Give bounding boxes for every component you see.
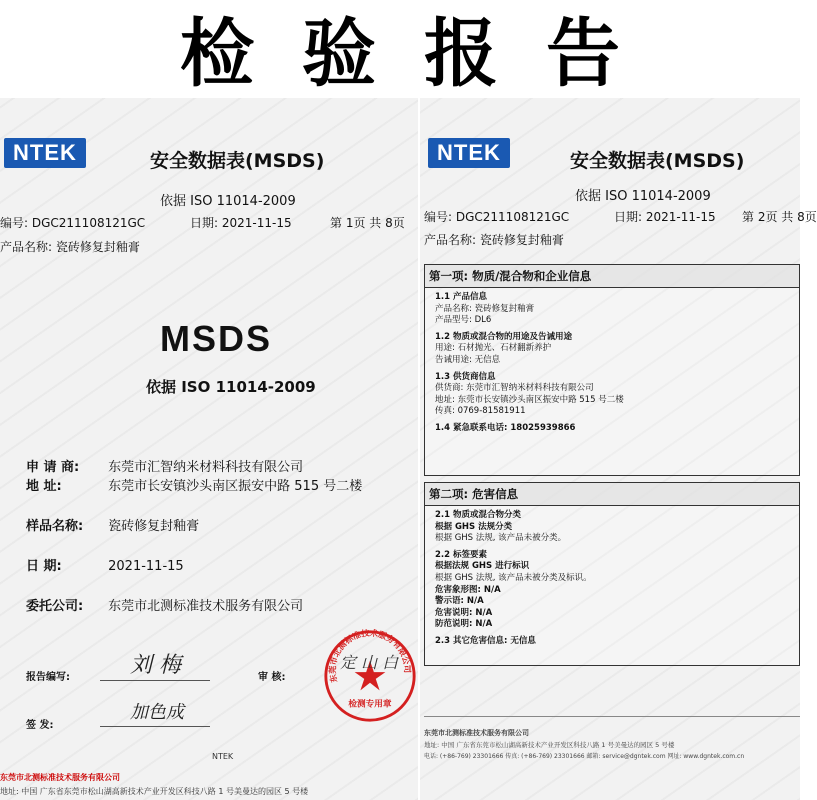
section-line: 危害说明: N/A bbox=[435, 607, 493, 618]
section-line: 2.1 物质或混合物分类 bbox=[435, 510, 522, 520]
section-line: 根据 GHS 法规, 该产品未被分类及标识。 bbox=[435, 572, 592, 583]
section-1-body bbox=[425, 288, 799, 439]
section-line: 用途: 石材抛光、石材翻新养护 bbox=[435, 343, 552, 354]
section-line: 地址: 东莞市长安镇沙头南区振安中路 515 号二楼 bbox=[435, 394, 624, 405]
section-line: 告诫用途: 无信息 bbox=[435, 354, 501, 365]
signer-signature: 加色成 bbox=[130, 702, 184, 723]
date-value: 2021-11-15 bbox=[108, 559, 184, 574]
section-line: 防范说明: N/A bbox=[435, 619, 493, 630]
standard-basis: 依据 ISO 11014-2009 bbox=[160, 194, 296, 209]
section-1-header: 第一项: 物质/混合物和企业信息 bbox=[425, 265, 799, 288]
section-line: 危害象形图: N/A bbox=[435, 584, 501, 595]
report-number: 编号: DGC211108121GC bbox=[424, 210, 570, 224]
address-row bbox=[26, 475, 362, 494]
reviewer-signature: 定 山 白 bbox=[340, 653, 399, 672]
signer-sign-line bbox=[100, 726, 210, 727]
cover-title: MSDS bbox=[160, 318, 273, 359]
product-name-line: 产品名称: 瓷砖修复封釉膏 bbox=[0, 240, 140, 254]
compiler-signature: 刘 梅 bbox=[130, 653, 181, 678]
footer-address: 地址: 中国 广东省东莞市松山湖高新技术产业开发区科技八路 1 号美曼达的园区 5 号楼 bbox=[424, 741, 675, 749]
footer-address: 地址: 中国 广东省东莞市松山湖高新技术产业开发区科技八路 1 号美曼达的园区 5 号楼 bbox=[0, 787, 309, 796]
applicant-value: 东莞市汇智纳米材料科技有限公司 bbox=[108, 460, 304, 475]
report-banner bbox=[0, 0, 800, 96]
footer-contact: 电话: (+86-769) 23301666 传真: (+86-769) 23301666 邮箱: service@dgntek.com 网址: www.dgntek.com.cn bbox=[424, 753, 745, 760]
footer-company: 东莞市北测标准技术服务有限公司 bbox=[0, 773, 120, 782]
section-line: 1.2 物质或混合物的用途及告诫用途 bbox=[435, 331, 573, 342]
section-1-box bbox=[424, 264, 800, 476]
section-line: 2.2 标签要素 bbox=[435, 549, 488, 560]
section-line: 产品型号: DL6 bbox=[435, 315, 492, 326]
section-2-body bbox=[425, 506, 799, 652]
sample-label: 样品名称: bbox=[26, 519, 84, 534]
doc-title: 安全数据表(MSDS) bbox=[150, 150, 325, 172]
product-name-line: 产品名称: 瓷砖修复封釉膏 bbox=[424, 233, 564, 247]
section-2-box bbox=[424, 482, 800, 666]
address-value: 东莞市长安镇沙头南区振安中路 515 号二楼 bbox=[108, 479, 363, 494]
cover-basis: 依据 ISO 11014-2009 bbox=[146, 378, 316, 396]
stamp-arc-text: 东莞市北测标准技术服务有限公司 bbox=[327, 628, 413, 684]
report-number: 编号: DGC211108121GC bbox=[0, 216, 146, 230]
page-indicator: 第 1页 共 8页 bbox=[330, 216, 405, 230]
compiler-label: 报告编写: bbox=[26, 672, 70, 683]
section-line: 2.3 其它危害信息: 无信息 bbox=[435, 635, 536, 646]
section-line: 供货商: 东莞市汇智纳米材料科技有限公司 bbox=[435, 383, 594, 394]
section-line: 1.4 紧急联系电话: 18025939866 bbox=[435, 422, 576, 433]
doc-title: 安全数据表(MSDS) bbox=[570, 150, 745, 172]
address-label: 地 址: bbox=[26, 479, 62, 494]
compiler-sign-line bbox=[100, 680, 210, 681]
page-indicator: 第 2页 共 8页 bbox=[742, 210, 817, 224]
section-2-header: 第二项: 危害信息 bbox=[425, 483, 799, 506]
standard-basis: 依据 ISO 11014-2009 bbox=[575, 189, 711, 204]
stamp-sub-text: 检测专用章 bbox=[348, 699, 392, 710]
section-line: 1.3 供货商信息 bbox=[435, 371, 496, 382]
section-line: 产品名称: 瓷砖修复封釉膏 bbox=[435, 303, 535, 314]
date-label: 日 期: bbox=[26, 559, 62, 574]
applicant-label: 申 请 商: bbox=[26, 460, 80, 475]
inspection-stamp bbox=[322, 628, 418, 724]
report-date: 日期: 2021-11-15 bbox=[614, 210, 716, 224]
section-line: 传真: 0769-81581911 bbox=[435, 406, 526, 417]
reviewer-label: 审 核: bbox=[258, 672, 286, 683]
section-line: 根据法规 GHS 进行标识 bbox=[435, 561, 530, 572]
banner-title: 检验报告 bbox=[180, 11, 668, 97]
footer-note-line bbox=[424, 712, 800, 717]
applicant-row bbox=[26, 456, 303, 475]
entrusted-label: 委托公司: bbox=[26, 599, 84, 614]
signer-label: 签 发: bbox=[26, 720, 54, 731]
section-line: 警示语: N/A bbox=[435, 596, 484, 607]
msds-page-2 bbox=[420, 98, 817, 800]
ntek-logo: NTEK bbox=[4, 138, 86, 168]
section-line: 根据 GHS 法规分类 bbox=[435, 521, 513, 532]
report-date: 日期: 2021-11-15 bbox=[190, 216, 292, 230]
entrusted-value: 东莞市北测标准技术服务有限公司 bbox=[108, 599, 304, 614]
date-row bbox=[26, 555, 184, 574]
ntek-logo: NTEK bbox=[428, 138, 510, 168]
entrusted-row bbox=[26, 595, 303, 614]
section-line: 1.1 产品信息 bbox=[435, 292, 488, 302]
msds-cover-page: NTEK 安全数据表(MSDS) 依据 ISO 11014-2009 编号: DGC211108121GC 日期: 2021-11-15 第 1页 共 8页 产品名称: 瓷砖修复封釉膏 MSDS 依据 ISO 11014-2009 申 请 商: 东莞市汇智纳米材料科技有限公司 地 址: 东莞市长安镇沙头南区振安中路 515 号二楼 样品名称: 瓷砖修复封釉膏 日 期: 2021-11-15 委托公司: 东莞市北测标准技术服务有限公司 报告编写: 刘 梅 审 核: 签 发: 加色成 东莞市北测标准技术服务有限公司 检测专用章 定 山 白 NTEK 东莞市北测标准技术服务有限公司 地址: 中国 广东省东莞市松山湖高新技术产业开发区科技八路 1 号美曼达的园区 5 号楼 bbox=[0, 98, 418, 800]
footer-company: 东莞市北测标准技术服务有限公司 bbox=[424, 729, 529, 737]
section-line: 根据 GHS 法规, 该产品未被分类。 bbox=[435, 533, 567, 544]
sample-row bbox=[26, 515, 199, 534]
sample-value: 瓷砖修复封釉膏 bbox=[108, 519, 200, 534]
